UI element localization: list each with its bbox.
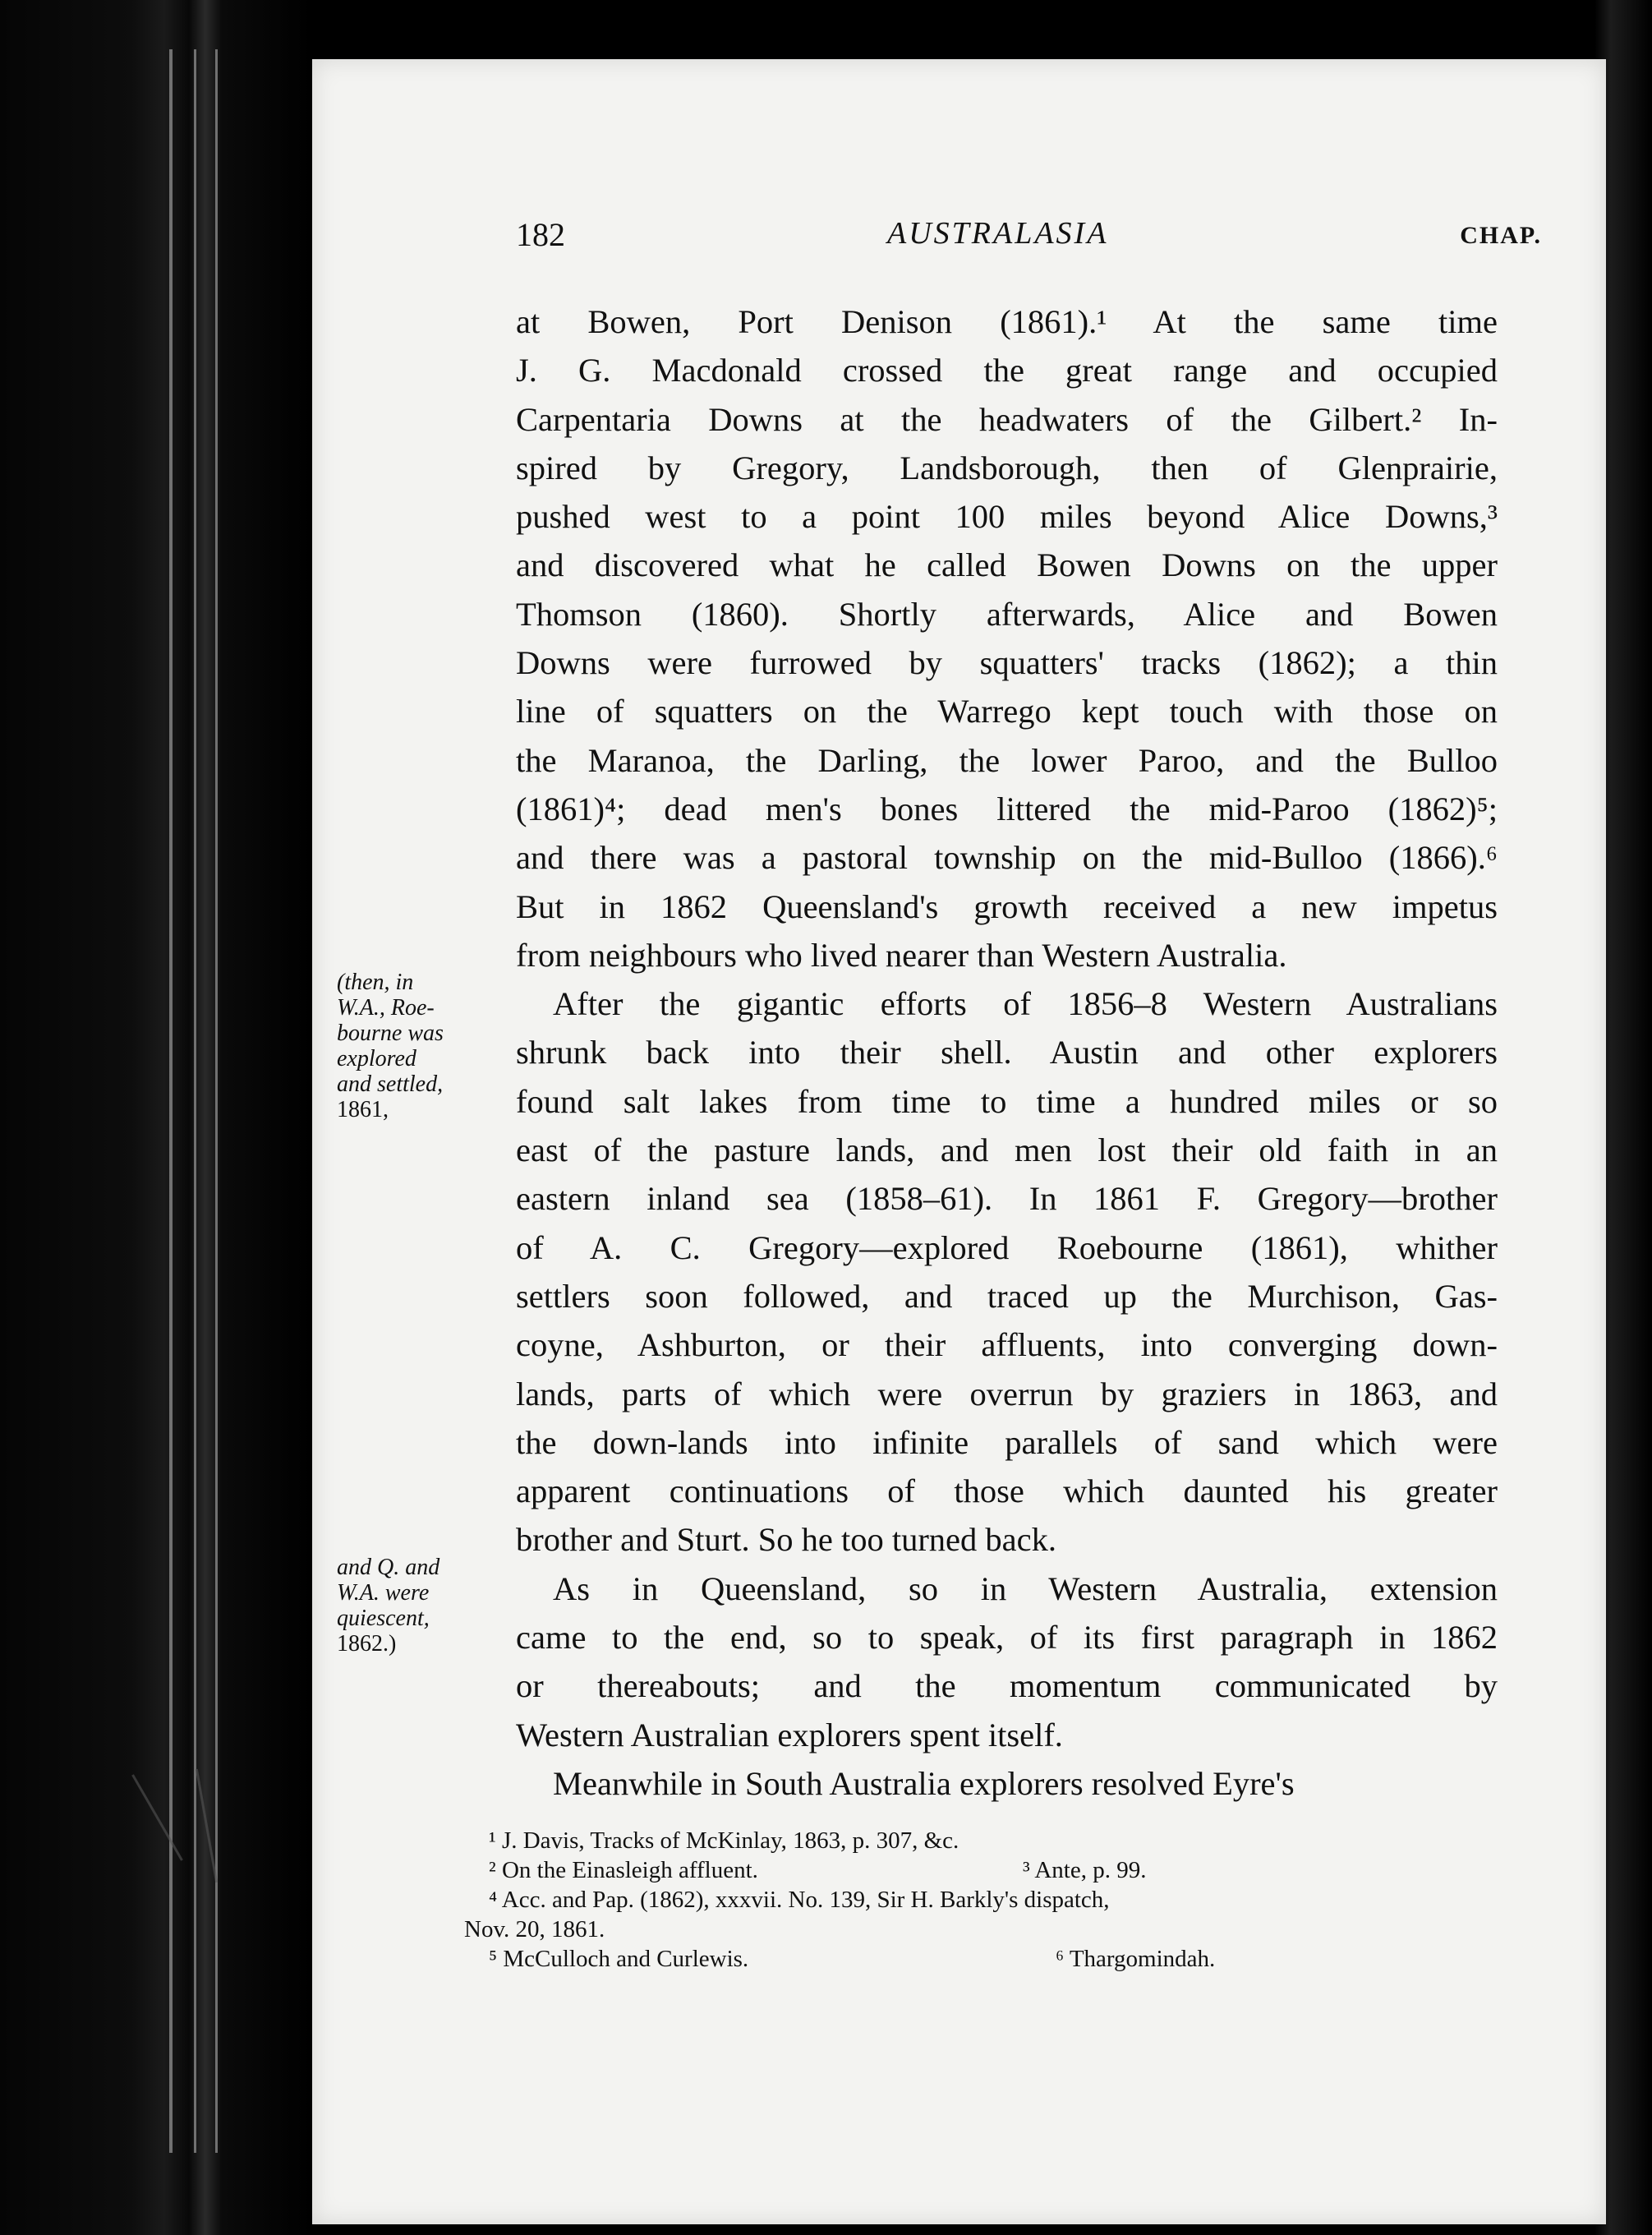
footnote-row — [489, 1944, 1524, 1974]
text-line: Western Australian explorers spent itself. — [516, 1716, 1063, 1753]
text-line: As in Queensland, so in Western Australia, extension — [553, 1569, 1498, 1607]
text-line: But in 1862 Queensland's growth received a new impetus — [516, 887, 1498, 925]
scan-edge-line — [194, 49, 196, 2153]
sidenote-line: W.A., Roe- — [337, 995, 435, 1021]
text-line: apparent continuations of those which daunted his greater — [516, 1472, 1498, 1510]
footnote: ⁵ McCulloch and Curlewis. — [489, 1946, 749, 1972]
text-line: and there was a pastoral township on the mid-Bulloo (1866).⁶ — [516, 839, 1498, 877]
text-line: brother and Sturt. So he too turned back. — [516, 1521, 1056, 1559]
footnotes — [464, 1826, 1524, 1974]
chapter-label: CHAP. — [1460, 222, 1542, 249]
text-line: spired by Gregory, Landsborough, then of Glenprairie, — [516, 449, 1498, 486]
text-line: After the gigantic efforts of 1856–8 Western Australians — [553, 985, 1498, 1023]
book-page — [312, 59, 1606, 2224]
text-line: found salt lakes from time to time a hundred miles or so — [516, 1082, 1498, 1120]
footnote: ⁴ Acc. and Pap. (1862), xxxvii. No. 139, Sir H. Barkly's dispatch, — [489, 1887, 1110, 1913]
text-line: pushed west to a point 100 miles beyond Alice Downs,³ — [516, 498, 1498, 536]
text-line: came to the end, so to speak, of its first paragraph in 1862 — [516, 1619, 1498, 1657]
text-line: settlers soon followed, and traced up the Murchison, Gas- — [516, 1277, 1498, 1315]
text-line: and discovered what he called Bowen Downs on the upper — [516, 546, 1498, 584]
sidenote-line: 1862.) — [337, 1631, 397, 1657]
text-line: of A. C. Gregory—explored Roebourne (1861), whither — [516, 1228, 1498, 1266]
footnote: ³ Ante, p. 99. — [1023, 1857, 1147, 1883]
text-line: eastern inland sea (1858–61). In 1861 F. Gregory—brother — [516, 1180, 1498, 1218]
sidenote-line: and settled, — [337, 1071, 444, 1097]
sidenote-line: 1861, — [337, 1097, 389, 1122]
text-line: or thereabouts; and the momentum communicated by — [516, 1667, 1498, 1705]
running-title: AUSTRALASIA — [887, 216, 1109, 251]
footnote-row — [489, 1855, 1524, 1885]
text-line: (1861)⁴; dead men's bones littered the mid-Paroo (1862)⁵; — [516, 790, 1498, 827]
page-number: 182 — [516, 216, 565, 253]
scan-edge-line — [215, 49, 218, 2153]
text-line: from neighbours who lived nearer than Western Australia. — [516, 936, 1287, 974]
footnote: ¹ J. Davis, Tracks of McKinlay, 1863, p. 307, &c. — [489, 1827, 959, 1854]
sidenote-line: quiescent, — [337, 1606, 430, 1631]
sidenote-line: (then, in — [337, 970, 414, 995]
page-header — [312, 215, 1606, 265]
text-line: line of squatters on the Warrego kept touch with those on — [516, 693, 1498, 730]
sidenote-line: and Q. and — [337, 1555, 440, 1580]
text-line: shrunk back into their shell. Austin and other explorers — [516, 1034, 1498, 1071]
text-line: Meanwhile in South Australia explorers resolved Eyre's — [553, 1764, 1295, 1802]
text-line: coyne, Ashburton, or their affluents, into converging down- — [516, 1326, 1498, 1364]
text-line: Carpentaria Downs at the headwaters of the Gilbert.² In- — [516, 400, 1498, 438]
scan-edge-left — [0, 0, 312, 2235]
sidenote-line: explored — [337, 1046, 416, 1071]
text-line: the Maranoa, the Darling, the lower Paroo, and the Bulloo — [516, 741, 1498, 779]
text-line: the down-lands into infinite parallels of sand which were — [516, 1423, 1498, 1461]
sidenote-line: bourne was — [337, 1021, 444, 1046]
text-line: east of the pasture lands, and men lost their old faith in an — [516, 1131, 1498, 1169]
text-line: Thomson (1860). Shortly afterwards, Alice and Bowen — [516, 595, 1498, 633]
sidenote — [337, 1555, 485, 1657]
text-line: J. G. Macdonald crossed the great range and occupied — [516, 352, 1498, 389]
main-text — [516, 297, 1498, 1808]
text-line: at Bowen, Port Denison (1861).¹ At the same time — [516, 303, 1498, 340]
sidenote-line: W.A. were — [337, 1580, 430, 1606]
text-line: Downs were furrowed by squatters' tracks (1862); a thin — [516, 644, 1498, 682]
footnote: ⁶ Thargomindah. — [1056, 1946, 1216, 1972]
footnote-continuation: Nov. 20, 1861. — [464, 1916, 605, 1942]
footnote: ² On the Einasleigh affluent. — [489, 1857, 758, 1883]
sidenote — [337, 970, 485, 1122]
text-line: lands, parts of which were overrun by graziers in 1863, and — [516, 1375, 1498, 1412]
